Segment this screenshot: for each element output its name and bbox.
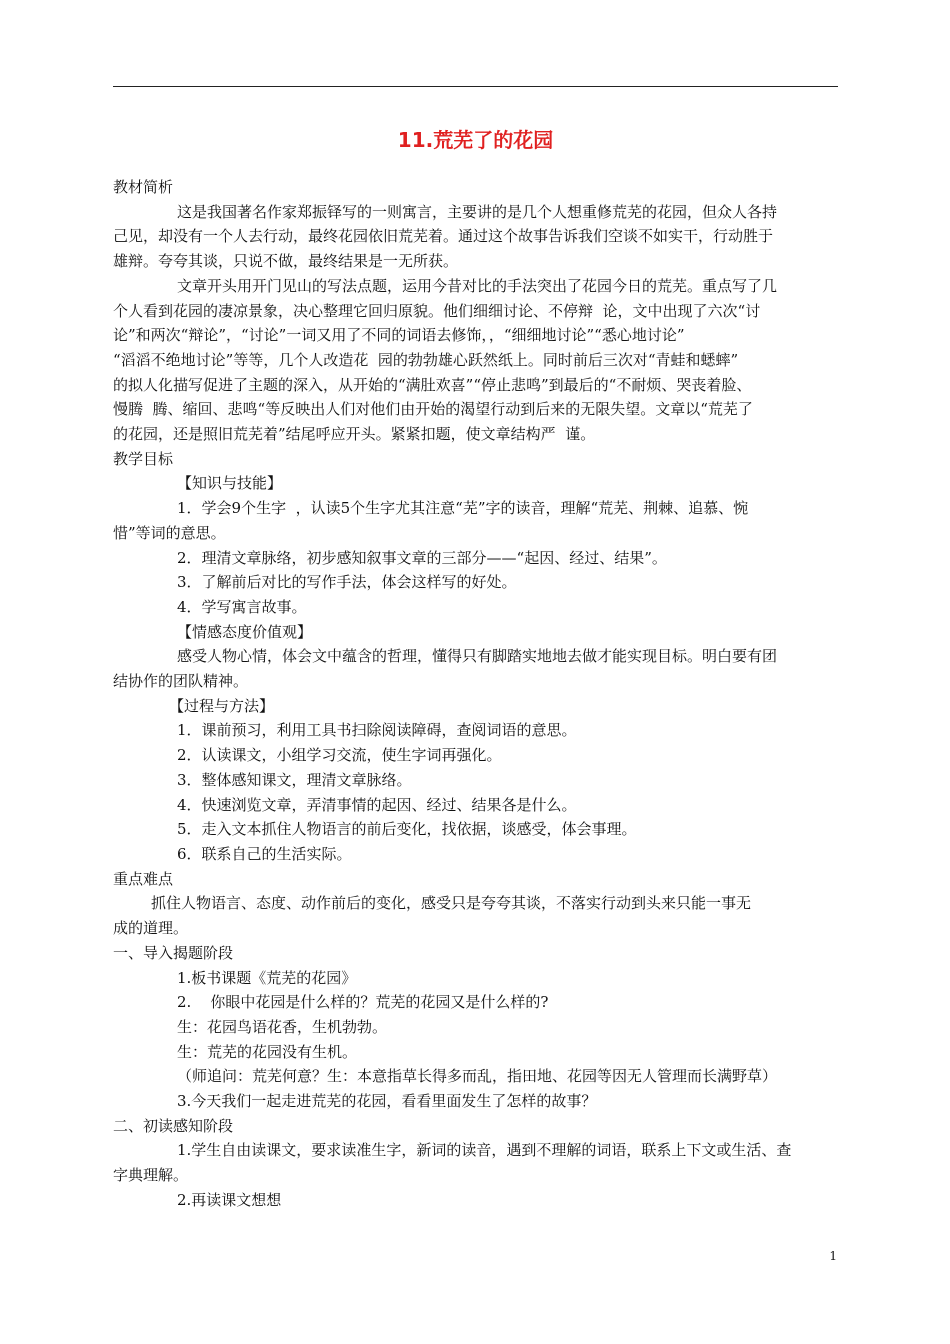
text-line: 【知识与技能】 xyxy=(177,474,283,493)
text-line: 教材简析 xyxy=(113,178,174,196)
text-line: 这是我国著名作家郑振铎写的一则寓言，主要讲的是几个人想重修荒芜的花园，但众人各持 xyxy=(177,202,778,221)
text-line: 生：荒芜的花园没有生机。 xyxy=(177,1042,358,1061)
text-line: 1．学会9个生字 ，认读5个生字尤其注意“芜”字的读音，理解“荒芜、荆棘、追慕、惋 xyxy=(177,499,749,518)
text-line: 的花园，还是照旧荒芜着”结尾呼应开头。紧紧扣题，使文章结构严 谨。 xyxy=(113,425,596,444)
text-line: 1.板书课题《荒芜的花园》 xyxy=(177,968,357,987)
text-line: 6．联系自己的生活实际。 xyxy=(177,844,352,863)
text-line: 一、导入揭题阶段 xyxy=(113,943,234,962)
text-line: 感受人物心情，体会文中蕴含的哲理，懂得只有脚踏实地地去做才能实现目标。明白要有团 xyxy=(177,647,778,666)
text-line: 2．认读课文，小组学习交流，使生字词再强化。 xyxy=(177,746,502,765)
text-line: 文章开头用开门见山的写法点题，运用今昔对比的手法突出了花园今日的荒芜。重点写了几 xyxy=(177,276,778,295)
text-line: 2. 你眼中花园是什么样的？荒芜的花园又是什么样的? xyxy=(177,993,549,1012)
text-line: 4．快速浏览文章，弄清事情的起因、经过、结果各是什么。 xyxy=(177,795,577,814)
text-line: 2.再读课文想想 xyxy=(177,1190,282,1209)
text-line: 【过程与方法】 xyxy=(169,696,275,715)
text-line: 论”和两次“辩论”，“讨论”一词又用了不同的词语去修饰，，“细细地讨论”“悉心地讨论” xyxy=(113,326,685,345)
text-line: 教学目标 xyxy=(113,449,174,468)
text-line: 1．课前预习，利用工具书扫除阅读障碍，查阅词语的意思。 xyxy=(177,721,577,740)
text-line: 结协作的团队精神。 xyxy=(113,672,249,691)
text-line: 2．理清文章脉络，初步感知叙事文章的三部分——“起因、经过、结果”。 xyxy=(177,548,667,567)
page-number: 1 xyxy=(829,1249,837,1263)
text-line: 惜”等词的意思。 xyxy=(113,523,226,542)
text-line: 字典理解。 xyxy=(113,1166,189,1185)
text-line: 成的道理。 xyxy=(113,919,189,938)
text-line: 3.今天我们一起走进荒芜的花园，看看里面发生了怎样的故事？ xyxy=(177,1092,597,1111)
text-line: 二、初读感知阶段 xyxy=(113,1116,234,1135)
text-line: 5．走入文本抓住人物语言的前后变化，找依据，谈感受，体会事理。 xyxy=(177,820,637,839)
text-line: “滔滔不绝地讨论”等等，几个人改造花 园的勃勃雄心跃然纸上。同时前后三次对“青蛙和蟋蟀” xyxy=(113,350,739,369)
text-line: 己见，却没有一个人去行动，最终花园依旧荒芜着。通过这个故事告诉我们空谈不如实干，行动胜于 xyxy=(113,227,774,246)
body-text xyxy=(113,175,840,1213)
text-line: 慢腾 腾、缩回、悲鸣“等反映出人们对他们由开始的渴望行动到后来的无限失望。文章以“荒芜了 xyxy=(113,400,753,419)
text-line: （师追问：荒芜何意？生：本意指草长得多而乱，指田地、花园等因无人管理而长满野草） xyxy=(177,1067,778,1086)
text-line: 雄辩。夸夸其谈，只说不做，最终结果是一无所获。 xyxy=(113,252,459,271)
text-line: 【情感态度价值观】 xyxy=(177,622,313,641)
text-line: 3．整体感知课文，理清文章脉络。 xyxy=(177,770,412,789)
page-title: 11.荒芜了的花园 xyxy=(397,128,554,152)
text-line: 重点难点 xyxy=(113,869,174,888)
text-line: 3．了解前后对比的写作手法，体会这样写的好处。 xyxy=(177,573,517,592)
text-line: 的拟人化描写促进了主题的深入，从开始的“满肚欢喜”“停止悲鸣”到最后的“不耐烦、哭丧着脸、 xyxy=(113,375,752,394)
text-line: 4．学写寓言故事。 xyxy=(177,597,307,616)
text-line: 1.学生自由读课文，要求读准生字，新词的读音，遇到不理解的词语，联系上下文或生活、查 xyxy=(177,1141,792,1160)
text-line: 抓住人物语言、态度、动作前后的变化，感受只是夸夸其谈，不落实行动到头来只能一事无 xyxy=(151,894,752,913)
text-line: 生：花园鸟语花香，生机勃勃。 xyxy=(177,1017,388,1036)
text-line: 个人看到花园的凄凉景象，决心整理它回归原貌。他们细细讨论、不停辩 论，文中出现了六次“讨 xyxy=(113,301,761,320)
header-rule xyxy=(113,86,838,87)
